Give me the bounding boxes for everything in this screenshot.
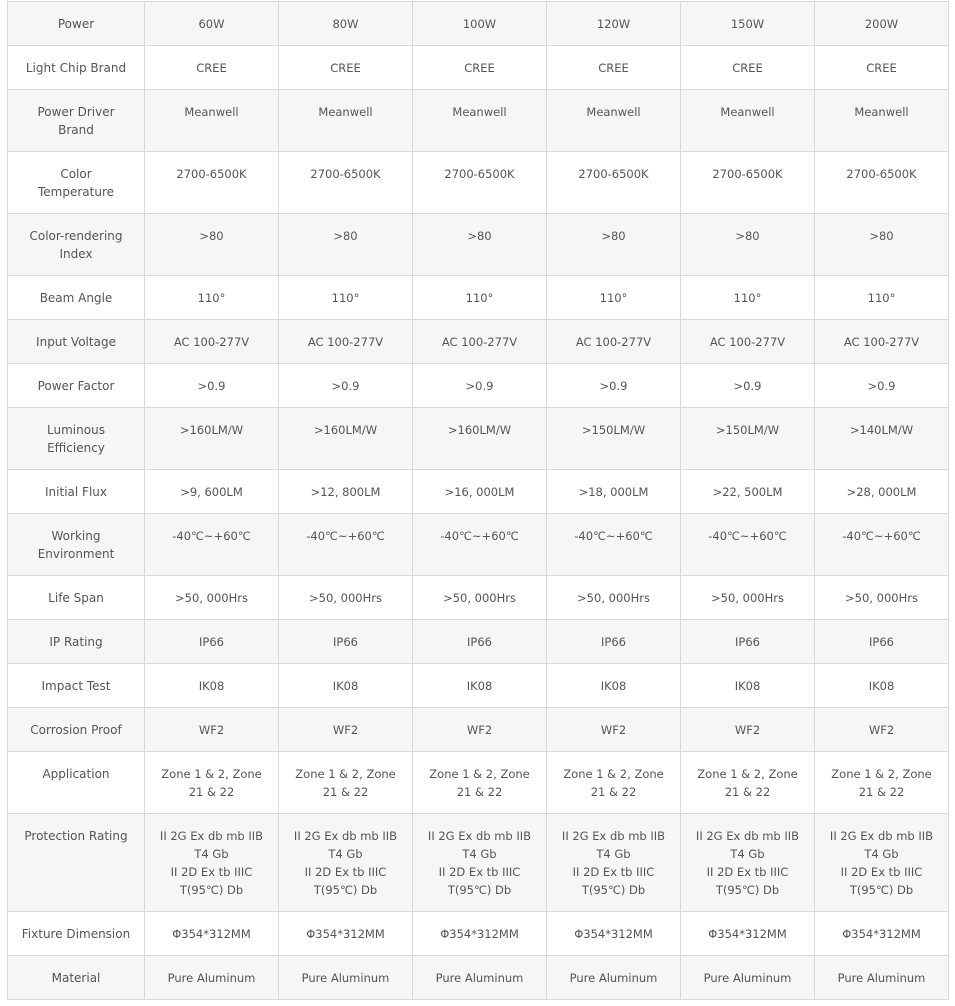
spec-row-color-temperature [8,152,949,214]
spec-value: IP66 [681,620,815,664]
spec-value: WF2 [145,708,279,752]
spec-value: >160LM/W [413,408,547,470]
spec-value: 2700-6500K [681,152,815,214]
spec-row-luminous-efficiency [8,408,949,470]
spec-value: >18, 000LM [547,470,681,514]
spec-value: Zone 1 & 2, Zone 21 & 22 [815,752,949,814]
spec-value: II 2G Ex db mb IIB T4 Gb II 2D Ex tb IIIC T(95℃) Db [815,814,949,912]
spec-value: IK08 [815,664,949,708]
spec-value: 60W [145,2,279,46]
spec-row-application [8,752,949,814]
spec-value: IP66 [145,620,279,664]
spec-table [7,1,949,1000]
spec-value: II 2G Ex db mb IIB T4 Gb II 2D Ex tb IIIC T(95℃) Db [681,814,815,912]
spec-value: >28, 000LM [815,470,949,514]
spec-value: >0.9 [279,364,413,408]
spec-row-input-voltage [8,320,949,364]
spec-row-power [8,2,949,46]
spec-value: Meanwell [145,90,279,152]
spec-row-life-span [8,576,949,620]
spec-value: Zone 1 & 2, Zone 21 & 22 [681,752,815,814]
spec-value: II 2G Ex db mb IIB T4 Gb II 2D Ex tb IIIC T(95℃) Db [547,814,681,912]
spec-value: IK08 [145,664,279,708]
spec-value: CREE [547,46,681,90]
spec-value: CREE [145,46,279,90]
spec-value: >0.9 [145,364,279,408]
spec-value: >16, 000LM [413,470,547,514]
spec-label: Material [8,956,145,1000]
spec-label: Impact Test [8,664,145,708]
spec-label: Initial Flux [8,470,145,514]
spec-label: Power Driver Brand [8,90,145,152]
spec-value: 2700-6500K [279,152,413,214]
spec-value: Zone 1 & 2, Zone 21 & 22 [279,752,413,814]
spec-table-body [8,2,949,1000]
spec-value: WF2 [681,708,815,752]
spec-value: 110° [413,276,547,320]
spec-value: >80 [145,214,279,276]
spec-value: Meanwell [279,90,413,152]
spec-value: WF2 [413,708,547,752]
spec-value: WF2 [547,708,681,752]
spec-value: AC 100-277V [815,320,949,364]
spec-value: 200W [815,2,949,46]
spec-value: IP66 [547,620,681,664]
spec-label: Input Voltage [8,320,145,364]
spec-value: -40℃~+60℃ [413,514,547,576]
spec-value: -40℃~+60℃ [681,514,815,576]
spec-value: 120W [547,2,681,46]
spec-value: >12, 800LM [279,470,413,514]
spec-value: Pure Aluminum [279,956,413,1000]
spec-value: Pure Aluminum [547,956,681,1000]
spec-value: 2700-6500K [815,152,949,214]
spec-value: >50, 000Hrs [815,576,949,620]
spec-row-power-factor [8,364,949,408]
spec-value: >80 [413,214,547,276]
spec-value: >160LM/W [279,408,413,470]
spec-value: >0.9 [547,364,681,408]
spec-value: >80 [815,214,949,276]
spec-label: Power Factor [8,364,145,408]
spec-label: Application [8,752,145,814]
spec-value: AC 100-277V [145,320,279,364]
spec-value: Pure Aluminum [413,956,547,1000]
spec-value: AC 100-277V [413,320,547,364]
spec-value: Φ354*312MM [815,912,949,956]
spec-value: -40℃~+60℃ [145,514,279,576]
spec-value: 2700-6500K [413,152,547,214]
spec-value: 110° [681,276,815,320]
spec-value: >22, 500LM [681,470,815,514]
spec-value: II 2G Ex db mb IIB T4 Gb II 2D Ex tb IIIC T(95℃) Db [279,814,413,912]
spec-value: -40℃~+60℃ [547,514,681,576]
spec-value: Φ354*312MM [413,912,547,956]
spec-value: AC 100-277V [547,320,681,364]
spec-value: WF2 [279,708,413,752]
spec-value: Pure Aluminum [681,956,815,1000]
spec-value: >150LM/W [547,408,681,470]
spec-value: CREE [279,46,413,90]
spec-value: II 2G Ex db mb IIB T4 Gb II 2D Ex tb IIIC T(95℃) Db [413,814,547,912]
spec-value: Zone 1 & 2, Zone 21 & 22 [413,752,547,814]
spec-row-beam-angle [8,276,949,320]
spec-label: Power [8,2,145,46]
spec-value: >50, 000Hrs [413,576,547,620]
spec-value: >150LM/W [681,408,815,470]
spec-row-color-rendering-index [8,214,949,276]
spec-row-initial-flux [8,470,949,514]
spec-value: IP66 [413,620,547,664]
spec-label: Color Temperature [8,152,145,214]
spec-row-corrosion-proof [8,708,949,752]
spec-value: Φ354*312MM [279,912,413,956]
spec-row-power-driver-brand [8,90,949,152]
spec-value: CREE [413,46,547,90]
spec-value: Pure Aluminum [145,956,279,1000]
spec-value: >140LM/W [815,408,949,470]
spec-value: -40℃~+60℃ [279,514,413,576]
spec-value: Φ354*312MM [145,912,279,956]
spec-value: IP66 [815,620,949,664]
spec-value: 110° [815,276,949,320]
spec-value: >50, 000Hrs [145,576,279,620]
spec-value: >80 [547,214,681,276]
spec-value: Meanwell [413,90,547,152]
spec-label: Light Chip Brand [8,46,145,90]
spec-value: >50, 000Hrs [547,576,681,620]
spec-value: AC 100-277V [681,320,815,364]
spec-value: II 2G Ex db mb IIB T4 Gb II 2D Ex tb IIIC T(95℃) Db [145,814,279,912]
spec-row-material [8,956,949,1000]
spec-value: 110° [145,276,279,320]
spec-value: WF2 [815,708,949,752]
spec-label: Luminous Efficiency [8,408,145,470]
spec-value: 110° [279,276,413,320]
spec-value: Meanwell [547,90,681,152]
spec-value: >50, 000Hrs [681,576,815,620]
spec-value: 100W [413,2,547,46]
spec-value: 2700-6500K [547,152,681,214]
spec-row-light-chip-brand [8,46,949,90]
spec-label: Color-rendering Index [8,214,145,276]
spec-label: Fixture Dimension [8,912,145,956]
spec-value: Φ354*312MM [681,912,815,956]
spec-value: IK08 [413,664,547,708]
spec-label: Life Span [8,576,145,620]
spec-value: CREE [681,46,815,90]
spec-value: >160LM/W [145,408,279,470]
spec-row-impact-test [8,664,949,708]
spec-value: Zone 1 & 2, Zone 21 & 22 [145,752,279,814]
spec-row-working-environment [8,514,949,576]
spec-value: 80W [279,2,413,46]
spec-value: IK08 [547,664,681,708]
spec-value: CREE [815,46,949,90]
spec-value: >80 [681,214,815,276]
spec-value: >0.9 [815,364,949,408]
spec-value: AC 100-277V [279,320,413,364]
spec-label: Working Environment [8,514,145,576]
spec-label: Corrosion Proof [8,708,145,752]
spec-value: Φ354*312MM [547,912,681,956]
spec-value: >0.9 [413,364,547,408]
spec-value: >0.9 [681,364,815,408]
spec-value: >50, 000Hrs [279,576,413,620]
spec-value: >80 [279,214,413,276]
spec-value: IK08 [279,664,413,708]
spec-value: Zone 1 & 2, Zone 21 & 22 [547,752,681,814]
spec-value: 110° [547,276,681,320]
spec-row-ip-rating [8,620,949,664]
spec-value: IK08 [681,664,815,708]
spec-row-protection-rating [8,814,949,912]
spec-label: Protection Rating [8,814,145,912]
spec-value: Pure Aluminum [815,956,949,1000]
spec-value: IP66 [279,620,413,664]
spec-label: IP Rating [8,620,145,664]
spec-label: Beam Angle [8,276,145,320]
spec-value: -40℃~+60℃ [815,514,949,576]
spec-row-fixture-dimension [8,912,949,956]
spec-value: Meanwell [681,90,815,152]
spec-value: 2700-6500K [145,152,279,214]
spec-value: Meanwell [815,90,949,152]
spec-value: >9, 600LM [145,470,279,514]
spec-value: 150W [681,2,815,46]
